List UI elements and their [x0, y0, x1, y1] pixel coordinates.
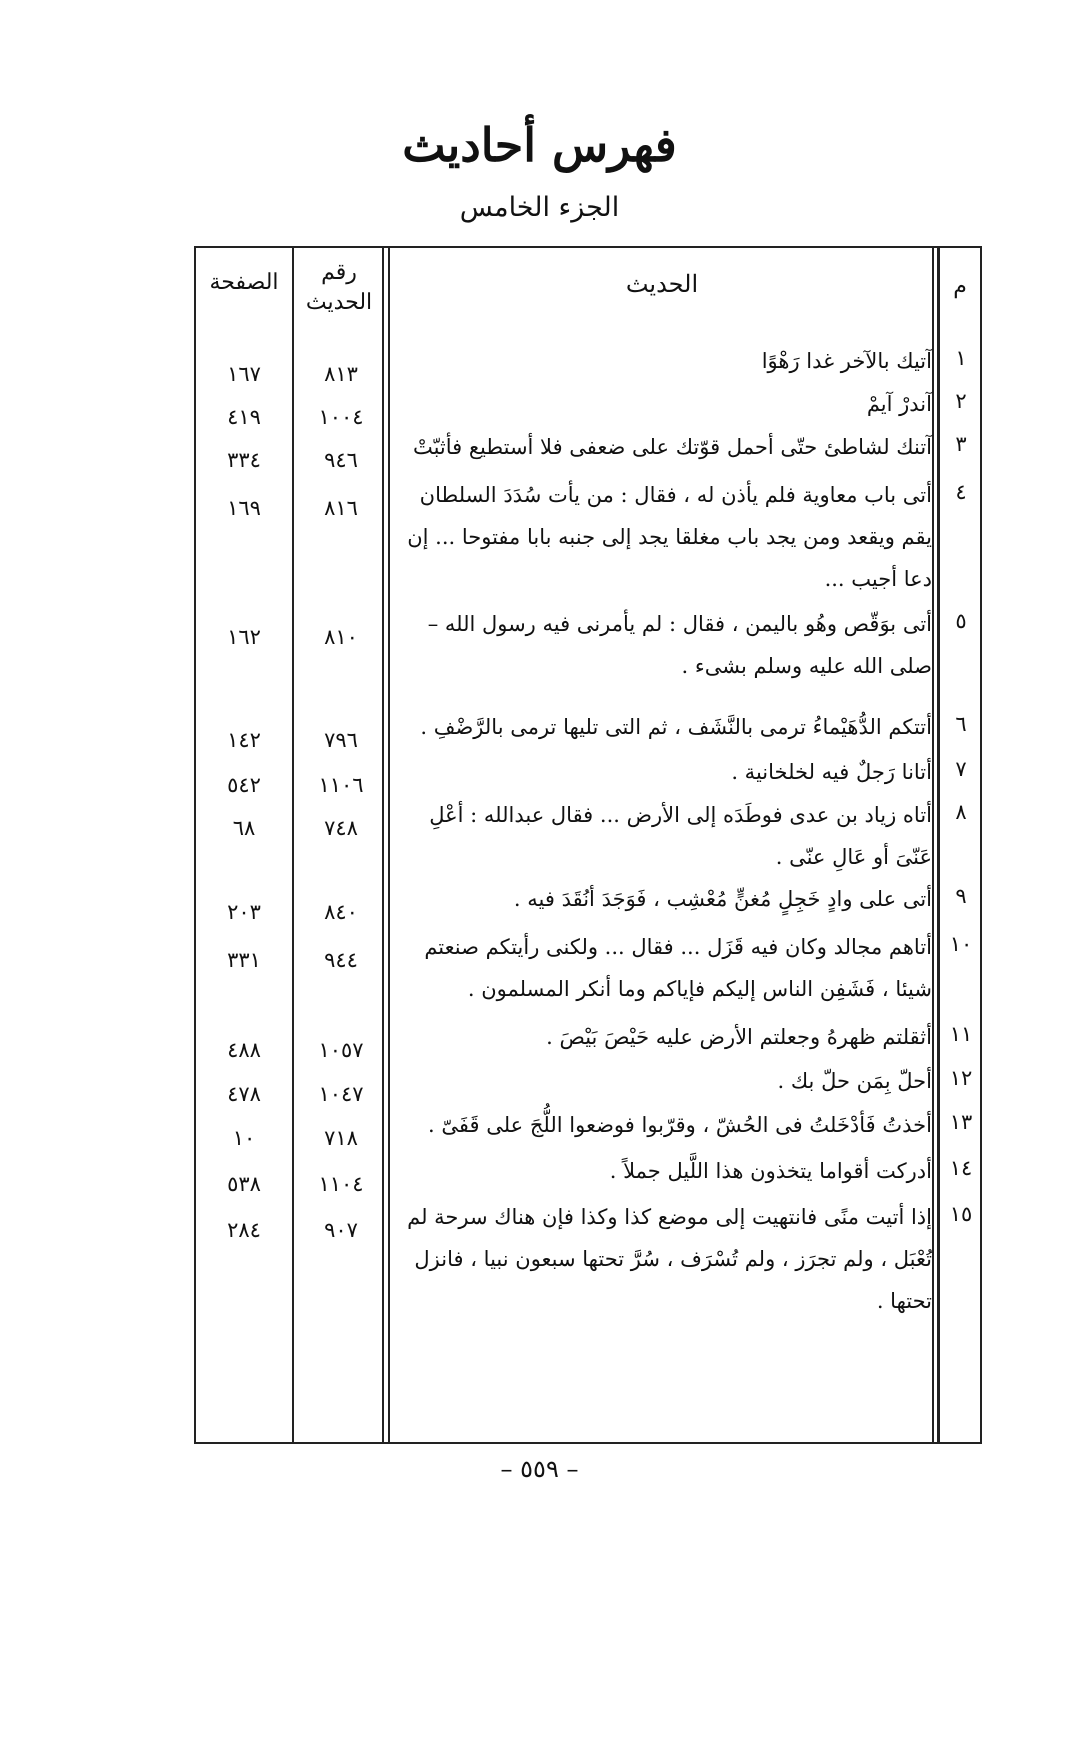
hadith-number: ٧٩٦ [324, 728, 358, 752]
hadith-text: أثقلتم ظهرهُ وجعلتم الأرض عليه حَيْصَ بَيْصَ . [546, 1025, 932, 1049]
hadith-number: ١٠٠٤ [318, 405, 364, 429]
row-number: ٦ [955, 712, 967, 736]
row-number: ٥ [955, 609, 967, 633]
page-number: – ٥٥٩ – [500, 1455, 579, 1483]
row-number: ٧ [955, 757, 967, 781]
page-title: فهرس أحاديث [402, 118, 677, 172]
column-divider [292, 248, 294, 1442]
row-number: ١٤ [949, 1156, 973, 1180]
hadith-text: أتانا رَجلٌ فيه لخلخانية . [731, 760, 932, 784]
hadith-number: ٨٤٠ [324, 900, 358, 924]
hadith-text: أتاه زياد بن عدى فوطَدَه إلى الأرض ... فقال عبدالله : أعْلِ عَنّىَ أو عَالِ عنّى . [429, 803, 932, 869]
page-number-cell: ١٦٧ [227, 362, 261, 386]
header-num: م [953, 274, 967, 299]
page-number-cell: ٥٣٨ [227, 1172, 261, 1196]
hadith-number: ٧١٨ [324, 1126, 358, 1150]
page-number-cell: ١٤٢ [227, 728, 261, 752]
row-number: ٣ [955, 432, 967, 456]
row-number: ١٥ [949, 1202, 973, 1226]
page-number-cell: ١٠ [232, 1126, 256, 1150]
hadith-number: ٨١٣ [324, 362, 358, 386]
hadith-number: ١٠٥٧ [318, 1038, 364, 1062]
hadith-text: آندرْ آيمْ [866, 392, 932, 416]
page-number-cell: ١٦٩ [227, 496, 261, 520]
page-number-cell: ٢٨٤ [227, 1218, 261, 1242]
hadith-number: ٨١٠ [324, 625, 358, 649]
header-page: الصفحة [209, 270, 279, 295]
hadith-number: ١١٠٦ [318, 773, 364, 797]
row-number: ١٣ [949, 1110, 973, 1134]
hadith-text: آتنك لشاطئ حتّى أحمل قوّتك على ضعفى فلا أستطيع فأثبّتْ [412, 435, 932, 459]
hadith-index-table [194, 246, 982, 1444]
hadith-number: ٩٤٦ [324, 448, 358, 472]
hadith-text: أحلّ بِمَن حلّ بك . [777, 1069, 932, 1093]
hadith-text: أتى باب معاوية فلم يأذن له ، فقال : من يأت سُدَدَ السلطان يقم ويقعد ومن يجد باب مغلقا يجد إلى جنبه بابا مفتوحا ... إن دعا أجيب ... [407, 483, 932, 591]
hadith-text: أخذتُ فَأدْخَلتُ فى الحُشّ ، وقرّبوا فوضعوا اللُّجَ على قَفَىّ . [428, 1113, 932, 1137]
page-subtitle: الجزء الخامس [459, 192, 620, 223]
page-number-cell: ٢٠٣ [227, 900, 261, 924]
row-number: ١٢ [949, 1066, 973, 1090]
page-number-cell: ٣٣٤ [227, 448, 261, 472]
page-number-cell: ١٦٢ [227, 625, 261, 649]
page-number-cell: ٥٤٢ [227, 773, 261, 797]
page-number-cell: ٤١٩ [227, 405, 261, 429]
hadith-number: ٩٠٧ [324, 1218, 358, 1242]
hadith-number: ٩٤٤ [324, 948, 358, 972]
row-number: ٩ [955, 884, 967, 908]
hadith-text: آتيك بالآخر غدا رَهْوًا [761, 349, 932, 373]
column-divider [932, 248, 934, 1442]
page-number-cell: ٤٧٨ [227, 1082, 261, 1106]
row-number: ٢ [955, 389, 967, 413]
header-hadith-number: رقم الحديث [305, 260, 373, 315]
row-number: ٨ [955, 800, 967, 824]
page-number-cell: ٤٨٨ [227, 1038, 261, 1062]
hadith-number: ١٠٤٧ [318, 1082, 364, 1106]
hadith-text: أتتكم الدُّهَيْماءُ ترمى بالنَّشَف ، ثم التى تليها ترمى بالرَّضْفِ . [420, 715, 932, 739]
page-number-cell: ٦٨ [232, 816, 256, 840]
hadith-text: أتى على وادٍ خَجِلٍ مُغنٍّ مُعْشِب ، فَوَجَدَ أنُقَدَ فيه . [513, 887, 932, 911]
header-hadith: الحديث [625, 270, 699, 298]
row-number: ١٠ [949, 932, 973, 956]
hadith-number: ١١٠٤ [318, 1172, 364, 1196]
hadith-text: أتاهم مجالد وكان فيه قَزَل ... فقال ... ولكنى رأيتكم صنعتم شيئا ، فَشَفِن الناس إليكم فإياكم وما أنكر المسلمون . [424, 935, 932, 1001]
hadith-text: إذا أتيت منًى فانتهيت إلى موضع كذا وكذا فإن هناك سرحة لم تُعْبَل ، ولم تجرَز ، ولم تُسْرَف ، سُرَّ تحتها سبعون نبيا ، فانزل تحتها . [407, 1205, 932, 1313]
page-number-cell: ٣٣١ [227, 948, 261, 972]
row-number: ١ [955, 346, 967, 370]
hadith-text: أتى بوَقّص وهُو باليمن ، فقال : لم يأمرنى فيه رسول الله – صلى الله عليه وسلم بشىء . [427, 612, 932, 678]
hadith-number: ٧٤٨ [324, 816, 358, 840]
row-number: ٤ [955, 480, 967, 504]
column-divider [937, 248, 940, 1442]
column-divider [388, 248, 390, 1442]
hadith-text: أدركت أقواما يتخذون هذا اللَّيل جملاً . [609, 1159, 932, 1183]
hadith-number: ٨١٦ [324, 496, 358, 520]
row-number: ١١ [949, 1022, 973, 1046]
